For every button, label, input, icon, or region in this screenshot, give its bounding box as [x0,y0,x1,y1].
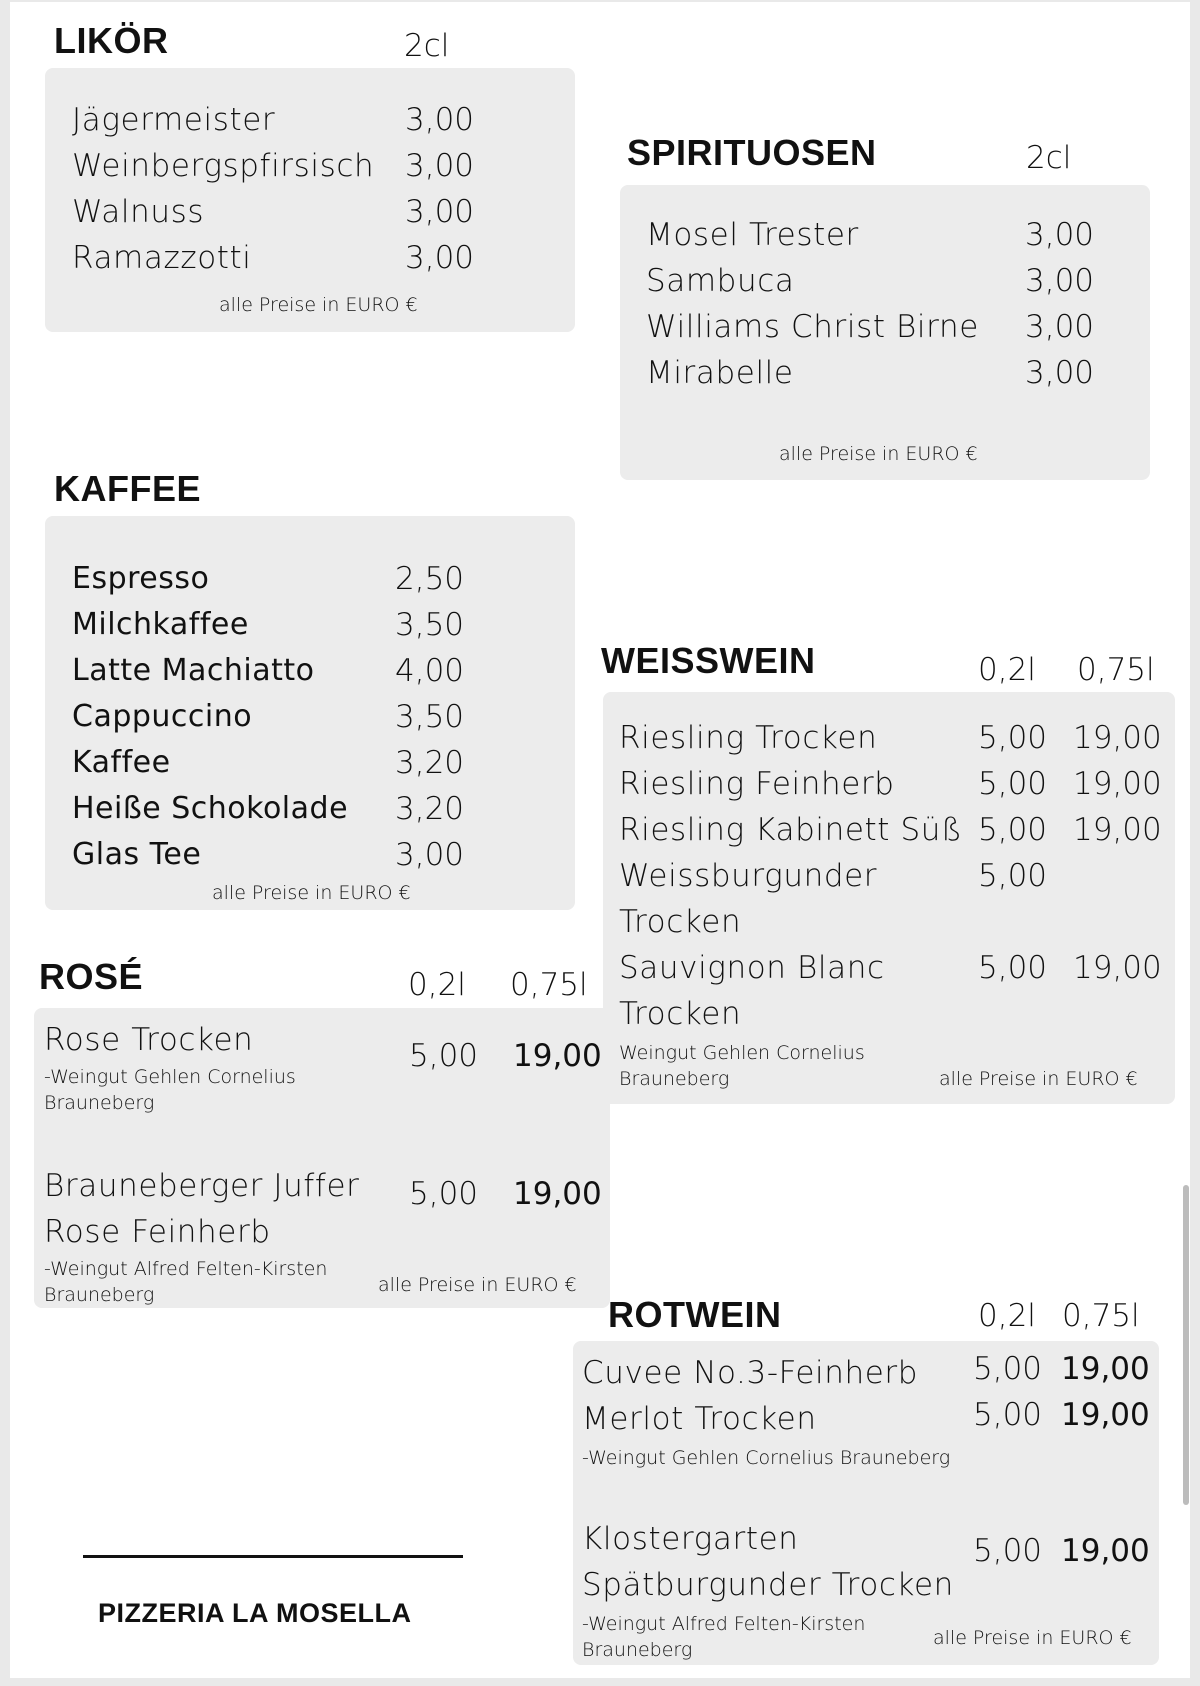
restaurant-name: PIZZERIA LA MOSELLA [98,1598,412,1628]
footer-divider [83,1555,463,1558]
section-title-rotwein: ROTWEIN [608,1294,782,1335]
price-note: alle Preise in EURO € [378,1274,577,1296]
menu-item-price-large: 19,00 [513,1038,602,1074]
rose-box [34,1008,610,1308]
winery-label: -Weingut Alfred Felten-Kirsten [582,1613,866,1635]
section-title-likoer: LIKÖR [54,20,169,61]
menu-item-price-small: 5,00 [973,1397,1043,1433]
menu-item-price: 4,00 [395,653,465,689]
menu-item-name: Weissburgunder [619,858,878,894]
menu-item-name: Weinbergspfirsisch [72,148,375,184]
menu-item-price-large: 19,00 [1073,720,1162,756]
menu-item-price-small: 5,00 [409,1176,479,1212]
menu-item-name: Latte Machiatto [72,653,315,688]
menu-item-price: 3,00 [395,837,465,873]
menu-item-price-small: 5,00 [978,766,1048,802]
menu-item-name: Riesling Trocken [619,720,878,756]
menu-item-price-small: 5,00 [973,1351,1043,1387]
menu-item-price: 3,00 [405,194,475,230]
menu-item-price-large: 19,00 [513,1176,602,1212]
likoer-unit: 2cl [404,28,450,64]
menu-item-name: Williams Christ Birne [646,309,979,345]
menu-item-name: Rose Trocken [44,1022,254,1058]
menu-item-price: 3,00 [405,240,475,276]
winery-label-line2: Brauneberg [582,1639,693,1661]
likoer-box [45,68,575,332]
menu-item-price: 3,50 [395,699,465,735]
menu-item-name-line2: Trocken [619,904,742,940]
winery-label: -Weingut Gehlen Cornelius Brauneberg [582,1447,951,1469]
menu-item-name: Cuvee No.3-Feinherb [582,1355,919,1391]
menu-item-name: Merlot Trocken [582,1401,817,1437]
winery-label-line2: Brauneberg [44,1284,155,1306]
weisswein-box [603,692,1175,1104]
rotwein-box [573,1341,1159,1665]
menu-item-name: Walnuss [72,194,205,230]
section-title-rose: ROSÉ [39,956,144,997]
menu-item-name: Mirabelle [646,355,794,391]
price-note: alle Preise in EURO € [219,294,418,316]
menu-item-name: Ramazzotti [72,240,252,276]
menu-item-price: 3,00 [1025,355,1095,391]
price-note: alle Preise in EURO € [212,882,411,904]
menu-item-name: Riesling Kabinett Süß [619,812,963,848]
menu-item-price: 3,20 [395,791,465,827]
menu-item-price-small: 5,00 [978,950,1048,986]
rotwein-unit-large: 0,75l [1062,1298,1140,1334]
price-note: alle Preise in EURO € [933,1627,1132,1649]
menu-item-price-small: 5,00 [973,1533,1043,1569]
menu-item-name-line2: Spätburgunder Trocken [582,1567,954,1603]
menu-item-price: 3,00 [1025,217,1095,253]
menu-item-name: Glas Tee [72,837,202,872]
winery-label: -Weingut Alfred Felten-Kirsten [44,1258,328,1280]
menu-item-price-small: 5,00 [978,812,1048,848]
rose-unit-large: 0,75l [510,967,588,1003]
kaffee-box [45,516,575,910]
section-title-weisswein: WEISSWEIN [601,640,816,681]
section-title-spirituosen: SPIRITUOSEN [627,132,877,173]
menu-item-price-small: 5,00 [978,720,1048,756]
menu-item-name: Kaffee [72,745,171,780]
menu-item-price: 3,20 [395,745,465,781]
menu-item-name: Riesling Feinherb [619,766,895,802]
section-title-kaffee: KAFFEE [54,468,201,509]
menu-item-price-large: 19,00 [1073,950,1162,986]
menu-item-price-large: 19,00 [1061,1533,1150,1569]
winery-label: -Weingut Gehlen Cornelius [44,1066,296,1088]
menu-item-price-small: 5,00 [978,858,1048,894]
price-note: alle Preise in EURO € [939,1068,1138,1090]
menu-item-name: Jägermeister [72,102,276,138]
weisswein-unit-large: 0,75l [1077,652,1155,688]
menu-item-name: Sauvignon Blanc [619,950,885,986]
winery-label-line2: Brauneberg [44,1092,155,1114]
menu-item-price: 3,50 [395,607,465,643]
menu-item-price-large: 19,00 [1061,1351,1150,1387]
menu-item-name: Brauneberger Juffer [44,1168,360,1204]
rose-unit-small: 0,2l [408,967,466,1003]
price-note: alle Preise in EURO € [779,443,978,465]
menu-item-price-large: 19,00 [1073,766,1162,802]
spirituosen-unit: 2cl [1026,140,1072,176]
menu-item-name: Heiße Schokolade [72,791,349,826]
menu-item-name: Mosel Trester [646,217,859,253]
menu-item-price: 3,00 [1025,263,1095,299]
menu-page [10,2,1190,1678]
weisswein-unit-small: 0,2l [978,652,1036,688]
winery-label: Weingut Gehlen Cornelius [619,1042,865,1064]
spirituosen-box [620,185,1150,480]
menu-item-name: Sambuca [646,263,795,299]
scrollbar[interactable] [1183,1185,1189,1505]
menu-item-name-line2: Trocken [619,996,742,1032]
menu-item-name: Espresso [72,561,210,596]
menu-item-price: 3,00 [405,148,475,184]
menu-item-name-line2: Rose Feinherb [44,1214,271,1250]
menu-item-price: 3,00 [405,102,475,138]
rotwein-unit-small: 0,2l [978,1298,1036,1334]
menu-item-price-small: 5,00 [409,1038,479,1074]
menu-item-price: 3,00 [1025,309,1095,345]
menu-item-name: Cappuccino [72,699,253,734]
winery-label-line2: Brauneberg [619,1068,730,1090]
menu-item-name: Milchkaffee [72,607,249,642]
menu-item-price-large: 19,00 [1073,812,1162,848]
menu-item-price-large: 19,00 [1061,1397,1150,1433]
menu-item-name: Klostergarten [582,1521,799,1557]
menu-item-price: 2,50 [395,561,465,597]
